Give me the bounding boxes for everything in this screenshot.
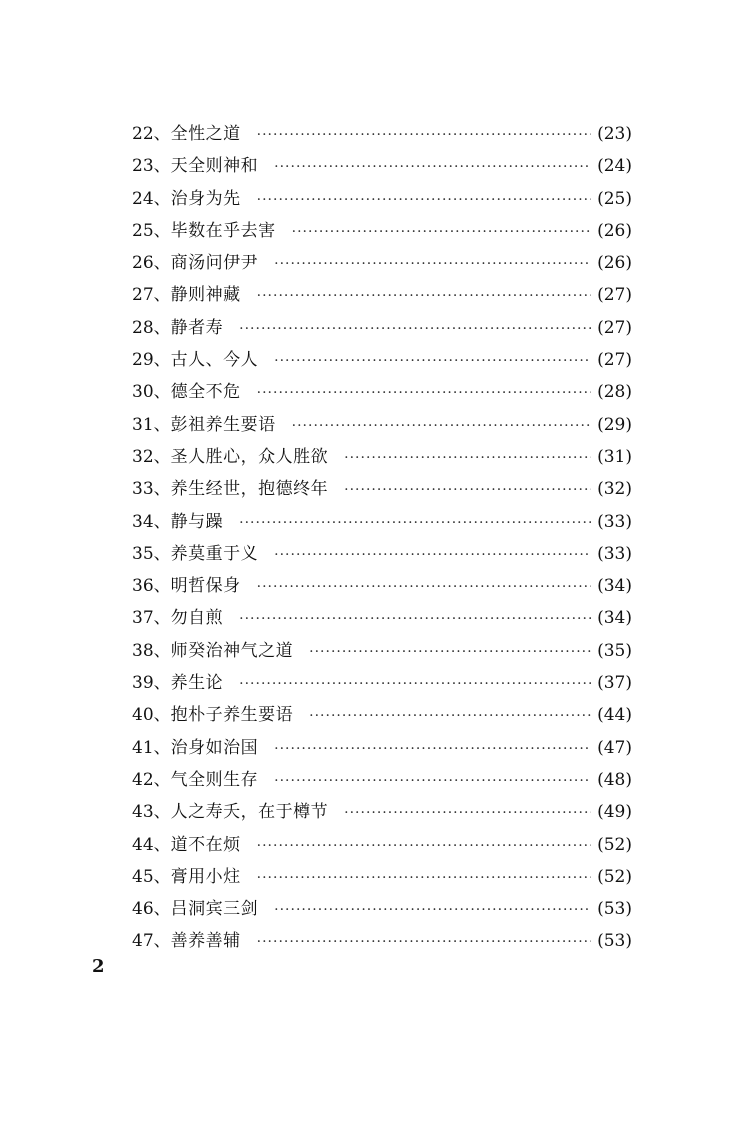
entry-title: 圣人胜心，众人胜欲 (170, 446, 329, 467)
entry-page-number: (27) (597, 285, 632, 306)
toc-entry (132, 441, 632, 473)
dot-leader (274, 539, 591, 571)
entry-number: 23、 (132, 156, 171, 177)
entry-page-number: (27) (597, 350, 632, 371)
entry-page-number: (26) (597, 220, 632, 241)
toc-entry (132, 183, 632, 215)
entry-page-number: (34) (597, 608, 632, 629)
dot-leader (239, 507, 591, 539)
entry-number: 42、 (132, 769, 171, 790)
toc-entry (132, 602, 632, 634)
entry-title: 养生论 (170, 673, 224, 694)
entry-number: 30、 (132, 382, 171, 403)
entry-page-number: (52) (597, 834, 632, 855)
entry-page-number: (33) (597, 543, 632, 564)
entry-page-number: (24) (597, 156, 632, 177)
entry-number: 40、 (132, 705, 171, 726)
toc-entry (132, 215, 632, 247)
toc-entry (132, 861, 632, 893)
entry-number: 35、 (132, 543, 171, 564)
entry-title: 商汤问伊尹 (170, 253, 259, 274)
entry-page-number: (53) (597, 931, 632, 952)
toc-entry (132, 796, 632, 828)
dot-leader (292, 216, 591, 248)
entry-number: 41、 (132, 737, 171, 758)
toc-entry (132, 279, 632, 311)
toc-entry (132, 925, 632, 957)
entry-page-number: (25) (597, 188, 632, 209)
dot-leader (257, 926, 591, 958)
entry-number: 28、 (132, 317, 171, 338)
toc-entry (132, 376, 632, 408)
entry-title: 天全则神和 (170, 156, 259, 177)
toc-entry (132, 538, 632, 570)
entry-page-number: (27) (597, 317, 632, 338)
toc-entry (132, 699, 632, 731)
dot-leader (274, 894, 591, 926)
toc-entry (132, 506, 632, 538)
entry-number: 26、 (132, 253, 171, 274)
toc-entry (132, 570, 632, 602)
entry-number: 25、 (132, 220, 171, 241)
toc-entry (132, 473, 632, 505)
entry-page-number: (34) (597, 576, 632, 597)
entry-title: 治身如治国 (170, 737, 259, 758)
dot-leader (257, 830, 591, 862)
dot-leader (292, 410, 591, 442)
entry-number: 24、 (132, 188, 171, 209)
toc-entry (132, 829, 632, 861)
entry-page-number: (44) (597, 705, 632, 726)
entry-title: 勿自煎 (170, 608, 224, 629)
entry-page-number: (32) (597, 479, 632, 500)
entry-number: 37、 (132, 608, 171, 629)
dot-leader (257, 377, 591, 409)
entry-page-number: (37) (597, 673, 632, 694)
entry-title: 静则神藏 (170, 285, 241, 306)
entry-title: 静者寿 (170, 317, 224, 338)
toc-entry (132, 409, 632, 441)
entry-title: 古人、今人 (170, 350, 259, 371)
dot-leader (274, 765, 591, 797)
entry-title: 气全则生存 (170, 769, 259, 790)
toc-entry (132, 150, 632, 182)
entry-title: 彭祖养生要语 (170, 414, 276, 435)
entry-page-number: (26) (597, 253, 632, 274)
dot-leader (344, 442, 591, 474)
toc-entry (132, 893, 632, 925)
entry-title: 明哲保身 (170, 576, 241, 597)
entry-number: 31、 (132, 414, 171, 435)
toc-entry (132, 344, 632, 376)
dot-leader (239, 668, 591, 700)
entry-title: 吕洞宾三剑 (170, 899, 259, 920)
entry-title: 养莫重于义 (170, 543, 259, 564)
entry-title: 善养善辅 (170, 931, 241, 952)
dot-leader (239, 313, 591, 345)
entry-number: 27、 (132, 285, 171, 306)
table-of-contents (132, 118, 632, 958)
entry-number: 36、 (132, 576, 171, 597)
entry-page-number: (29) (597, 414, 632, 435)
dot-leader (274, 248, 591, 280)
entry-number: 33、 (132, 479, 171, 500)
entry-title: 师癸治神气之道 (170, 640, 294, 661)
entry-title: 静与躁 (170, 511, 224, 532)
dot-leader (257, 184, 591, 216)
dot-leader (309, 636, 591, 668)
entry-title: 人之寿夭，在于樽节 (170, 802, 329, 823)
dot-leader (274, 733, 591, 765)
toc-entry (132, 732, 632, 764)
dot-leader (257, 119, 591, 151)
entry-title: 抱朴子养生要语 (170, 705, 294, 726)
dot-leader (257, 280, 591, 312)
dot-leader (274, 151, 591, 183)
entry-number: 34、 (132, 511, 171, 532)
entry-title: 养生经世，抱德终年 (170, 479, 329, 500)
entry-page-number: (48) (597, 769, 632, 790)
entry-title: 治身为先 (170, 188, 241, 209)
entry-page-number: (33) (597, 511, 632, 532)
dot-leader (274, 345, 591, 377)
entry-page-number: (28) (597, 382, 632, 403)
entry-number: 46、 (132, 899, 171, 920)
dot-leader (344, 797, 591, 829)
dot-leader (239, 603, 591, 635)
entry-title: 道不在烦 (170, 834, 241, 855)
entry-page-number: (23) (597, 124, 632, 144)
dot-leader (257, 571, 591, 603)
toc-entry (132, 118, 632, 150)
entry-title: 膏用小炷 (170, 866, 241, 887)
entry-page-number: (53) (597, 899, 632, 920)
entry-number: 39、 (132, 673, 171, 694)
entry-number: 47、 (132, 931, 171, 952)
entry-number: 38、 (132, 640, 171, 661)
dot-leader (309, 700, 591, 732)
toc-entry (132, 764, 632, 796)
dot-leader (344, 474, 591, 506)
toc-entry (132, 635, 632, 667)
entry-page-number: (49) (597, 802, 632, 823)
toc-entry (132, 247, 632, 279)
entry-title: 德全不危 (170, 382, 241, 403)
page-number: 2 (92, 956, 105, 977)
entry-title: 全性之道 (170, 124, 241, 144)
dot-leader (257, 862, 591, 894)
entry-number: 43、 (132, 802, 171, 823)
entry-title: 毕数在乎去害 (170, 220, 276, 241)
entry-page-number: (35) (597, 640, 632, 661)
toc-entry (132, 312, 632, 344)
entry-page-number: (52) (597, 866, 632, 887)
entry-number: 44、 (132, 834, 171, 855)
entry-page-number: (31) (597, 446, 632, 467)
entry-page-number: (47) (597, 737, 632, 758)
entry-number: 45、 (132, 866, 171, 887)
entry-number: 22、 (132, 124, 171, 144)
entry-number: 29、 (132, 350, 171, 371)
entry-number: 32、 (132, 446, 171, 467)
toc-entry (132, 667, 632, 699)
